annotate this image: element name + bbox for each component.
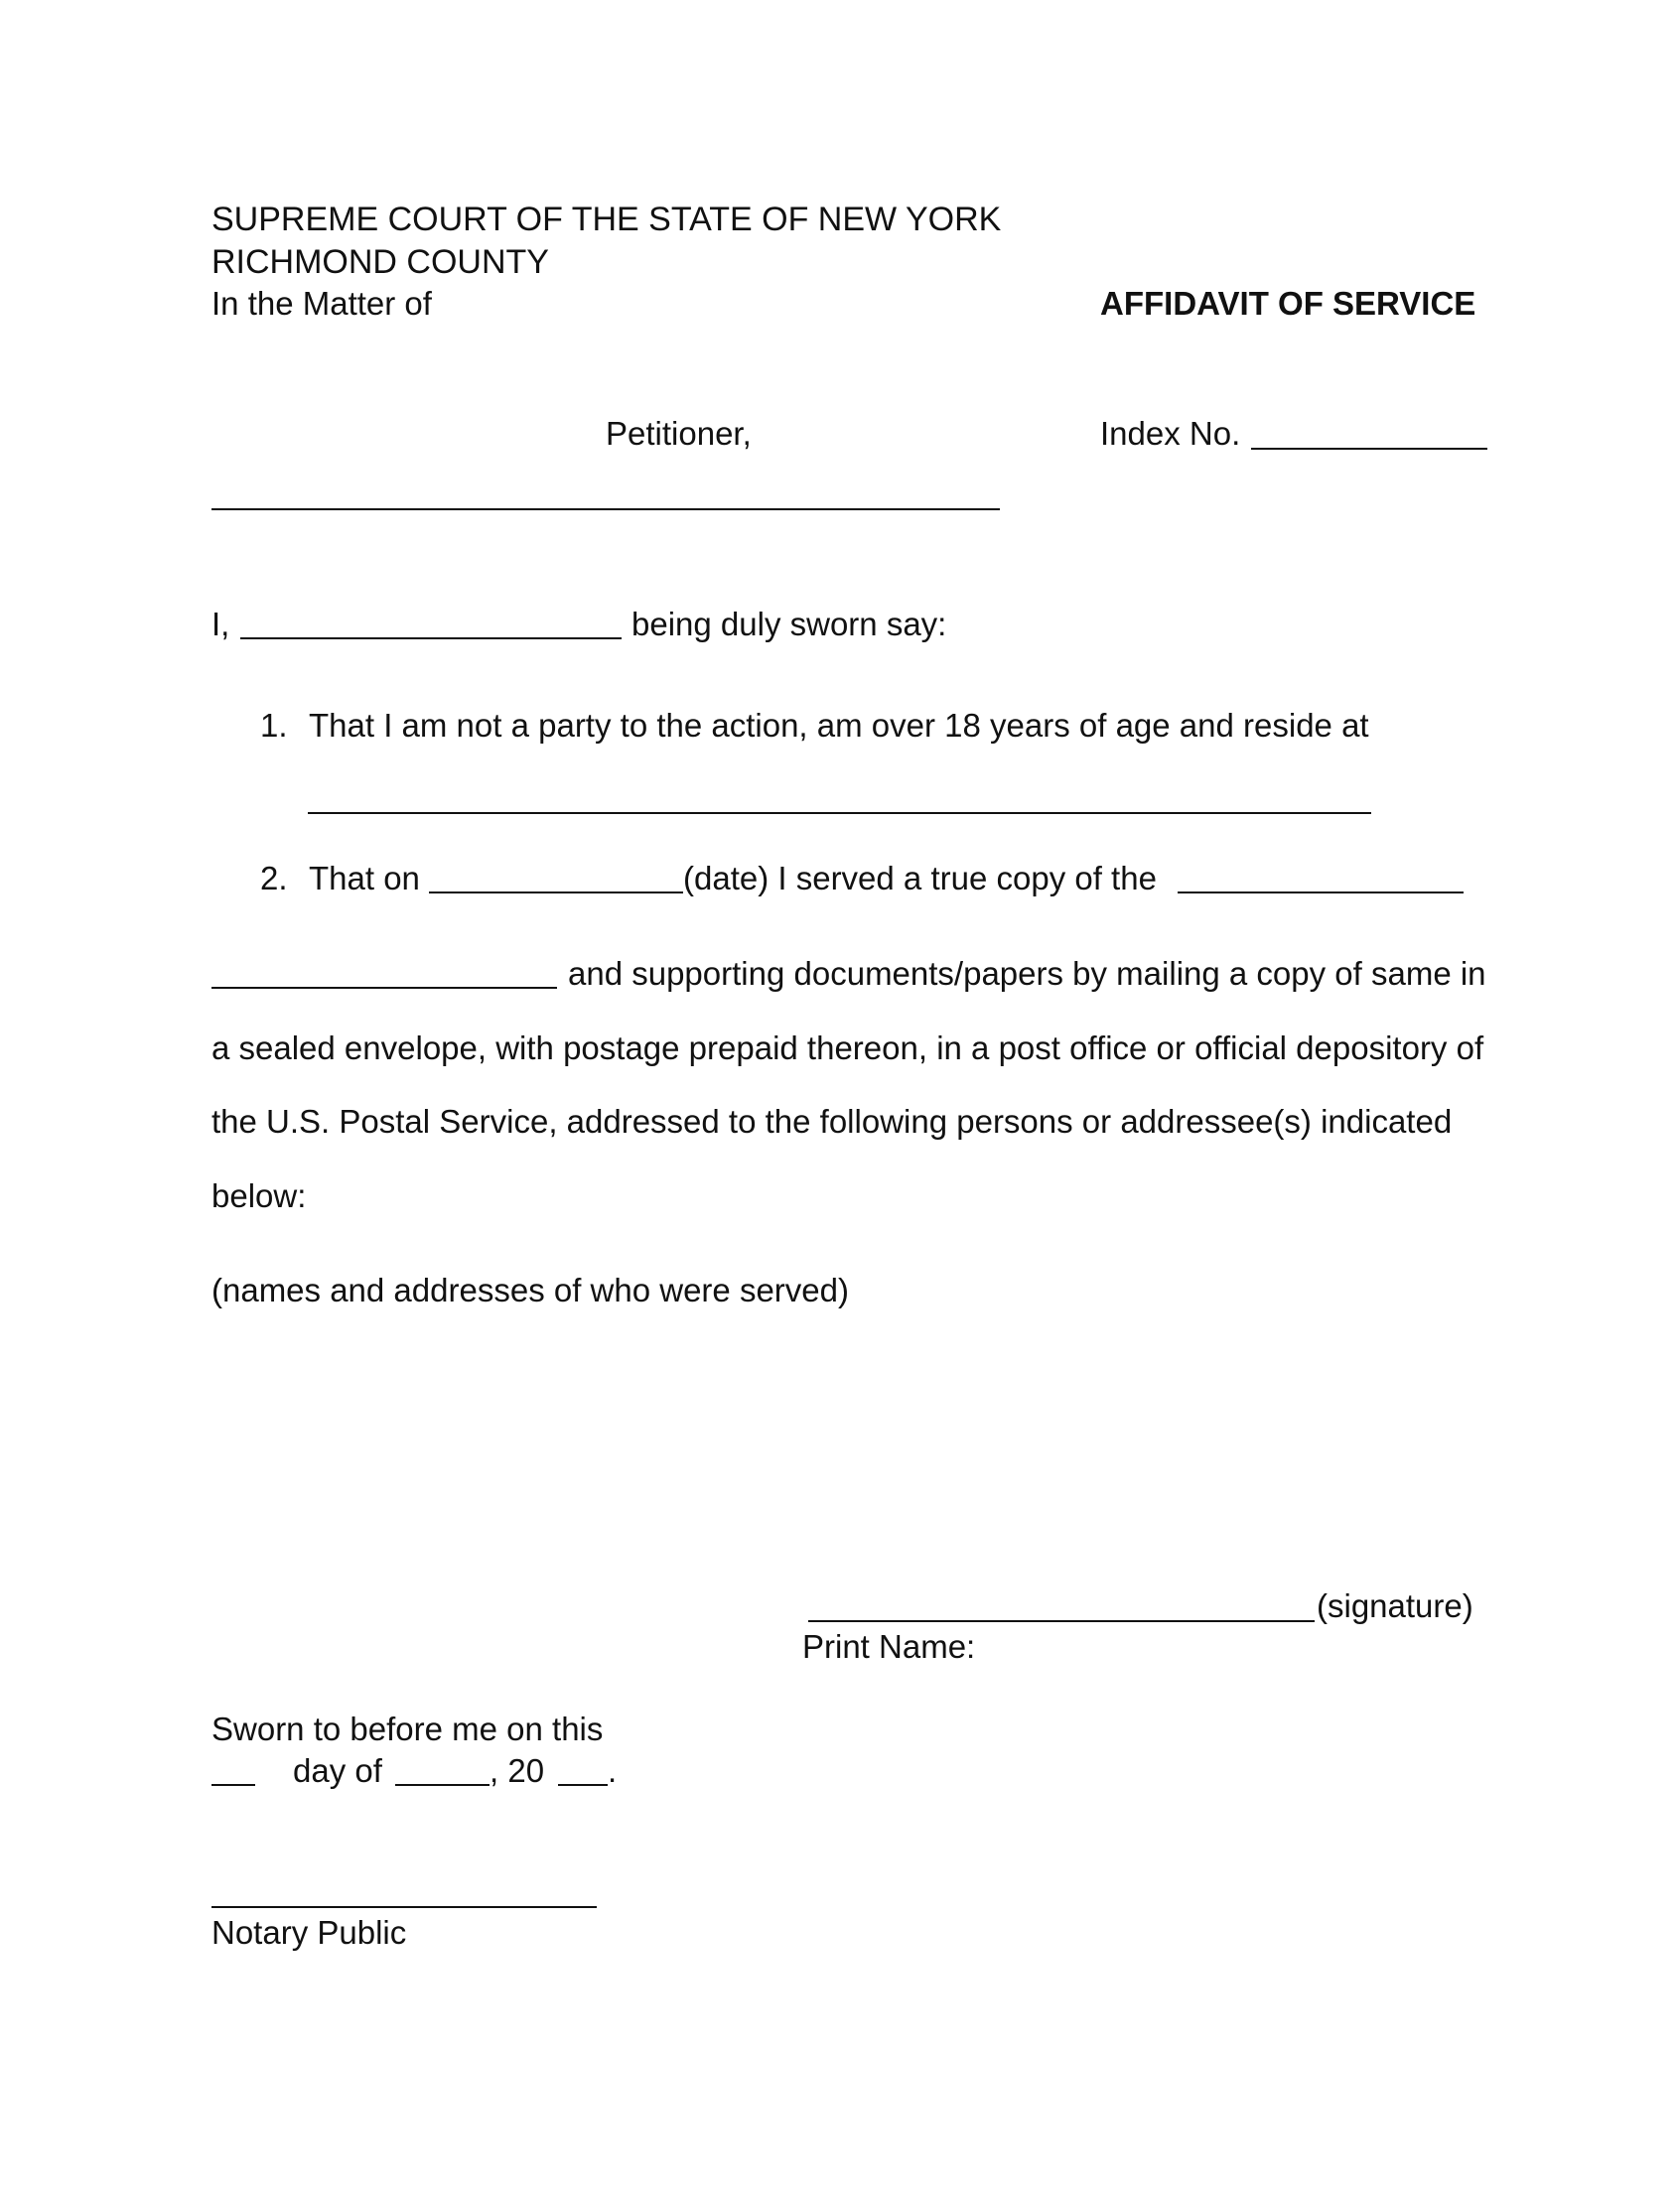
- notary-date-period: .: [608, 1752, 618, 1789]
- notary-signature-blank[interactable]: [211, 1906, 597, 1908]
- day-of-label: day of: [293, 1752, 382, 1789]
- print-name-label: Print Name:: [802, 1628, 976, 1665]
- item2-prefix: That on: [309, 860, 420, 896]
- notary-month-blank[interactable]: [395, 1784, 490, 1786]
- item2-date-text: (date) I served a true copy of the: [683, 860, 1157, 896]
- document-served-blank[interactable]: [1178, 891, 1464, 893]
- document-served-blank-continued[interactable]: [211, 987, 557, 989]
- item1-number: 1.: [260, 707, 288, 744]
- index-number-label: Index No.: [1100, 415, 1241, 452]
- paragraph-line4: below:: [211, 1177, 307, 1214]
- paragraph-line1: and supporting documents/papers by mailing a copy of same in: [568, 955, 1486, 992]
- affiant-name-blank[interactable]: [240, 637, 622, 639]
- sworn-suffix: being duly sworn say:: [631, 606, 947, 642]
- index-number-blank[interactable]: [1251, 448, 1487, 450]
- petitioner-name-blank[interactable]: [211, 508, 1000, 510]
- court-name-line2: RICHMOND COUNTY: [211, 243, 549, 281]
- matter-label: In the Matter of: [211, 285, 432, 322]
- signature-label: (signature): [1317, 1587, 1473, 1624]
- item2-number: 2.: [260, 860, 288, 896]
- petitioner-label: Petitioner,: [606, 415, 752, 452]
- sworn-before-label: Sworn to before me on this: [211, 1711, 604, 1747]
- served-parties-note: (names and addresses of who were served): [211, 1272, 849, 1308]
- residence-address-blank[interactable]: [308, 812, 1371, 814]
- paragraph-line3: the U.S. Postal Service, addressed to the following persons or addressee(s) indicated: [211, 1103, 1453, 1140]
- service-date-blank[interactable]: [429, 891, 683, 893]
- year-prefix-label: , 20: [490, 1752, 545, 1789]
- signature-blank[interactable]: [808, 1620, 1315, 1622]
- notary-day-blank[interactable]: [211, 1784, 255, 1786]
- sworn-prefix: I,: [211, 606, 230, 642]
- notary-public-label: Notary Public: [211, 1914, 407, 1951]
- court-name-line1: SUPREME COURT OF THE STATE OF NEW YORK: [211, 201, 1002, 238]
- notary-year-blank[interactable]: [558, 1784, 608, 1786]
- paragraph-line2: a sealed envelope, with postage prepaid thereon, in a post office or official depository of: [211, 1029, 1484, 1066]
- document-title: AFFIDAVIT OF SERVICE: [1100, 285, 1476, 322]
- item1-text: That I am not a party to the action, am over 18 years of age and reside at: [309, 707, 1369, 744]
